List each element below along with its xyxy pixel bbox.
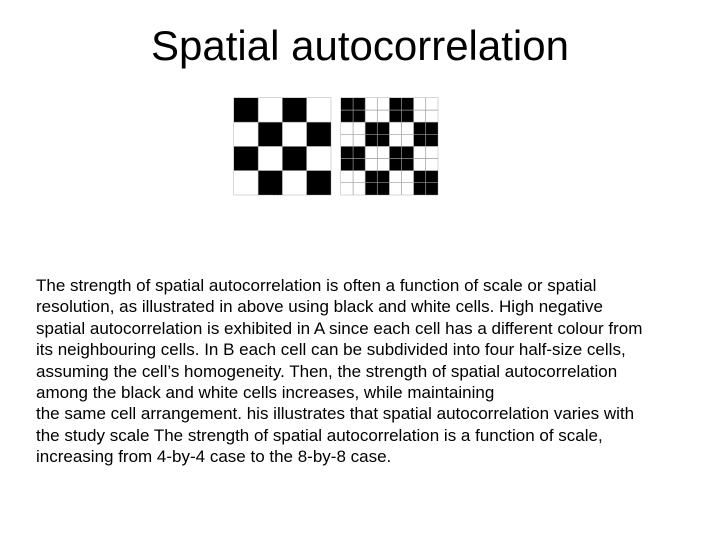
checkerboard-figure-svg <box>233 97 441 199</box>
checkerboard-panel-b <box>341 98 438 195</box>
panel-b-label: B <box>381 187 387 195</box>
panel-a-cell <box>282 98 306 122</box>
panel-a-cell <box>258 171 282 195</box>
panel-a-cell <box>234 98 258 122</box>
panel-a-cell <box>282 122 306 146</box>
panel-a-cell <box>282 146 306 170</box>
panel-a-cell <box>234 122 258 146</box>
panel-a-cell <box>258 98 282 122</box>
panel-a-cell <box>234 171 258 195</box>
panel-a-cell <box>307 146 331 170</box>
checkerboard-figure <box>233 97 441 199</box>
panel-a-cell <box>282 171 306 195</box>
panel-a-cell <box>307 98 331 122</box>
panel-a-cell <box>307 122 331 146</box>
slide-title: Spatial autocorrelation <box>151 22 569 69</box>
panel-a-cell <box>258 122 282 146</box>
panel-a-label: A <box>273 189 279 197</box>
panel-a-cell <box>307 171 331 195</box>
checkerboard-panel-a <box>234 98 331 195</box>
panel-a-cell <box>234 146 258 170</box>
body-paragraph: The strength of spatial autocorrelation is often a function of scale or spatial resolution, as illustrated in above using black and white cells. High negative spatial autocorrelation is exhibited in A since each cell has a different colour from its neighbouring cells. In B each cell can be subdivided into four half-size cells, assuming the cell’s homogeneity. Then, the strength of spatial autocorrelation among the black and white cells increases, while maintaining the same cell arrangement. his illustrates that spatial autocorrelation varies with the study scale The strength of spatial autocorrelation is a function of scale, increasing from 4-by-4 case to the 8-by-8 case. <box>36 276 643 467</box>
panel-a-cell <box>258 146 282 170</box>
